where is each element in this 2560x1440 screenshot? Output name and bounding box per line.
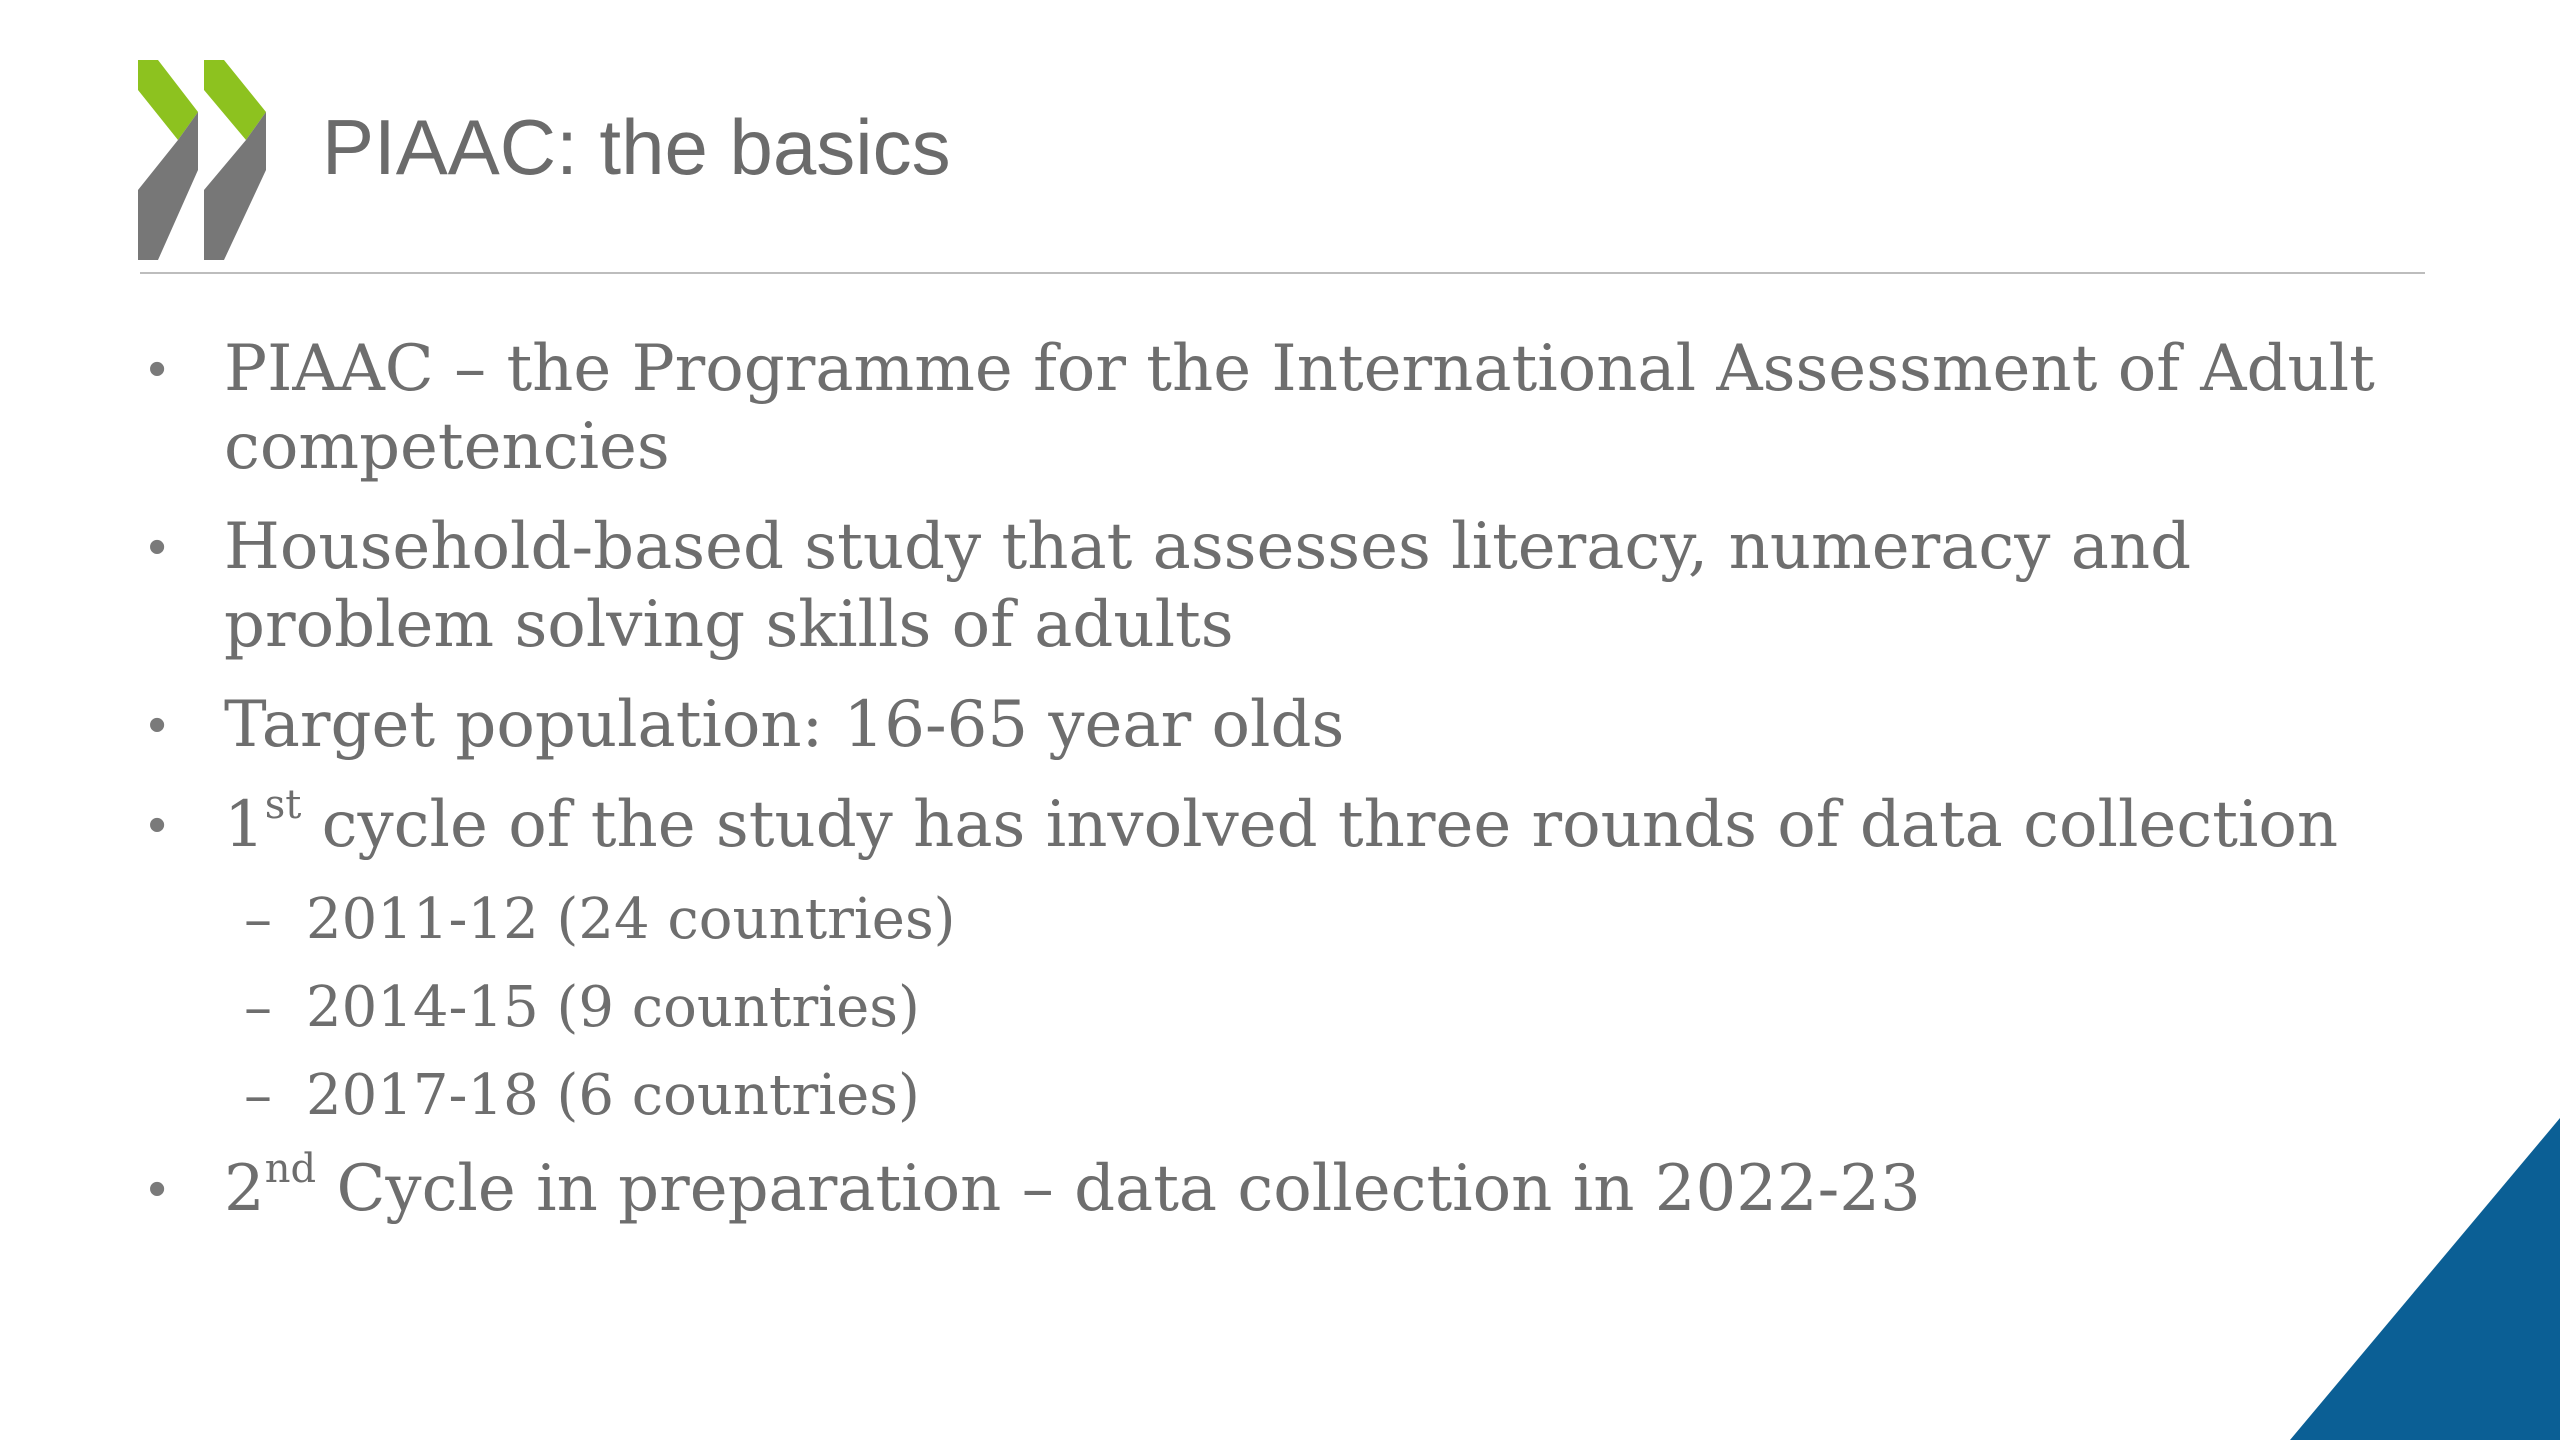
page-title: PIAAC: the basics [322, 103, 951, 191]
sub-list-item [140, 974, 2430, 1042]
list-item [140, 330, 2430, 486]
sub-list-item [140, 886, 2430, 954]
ordinal-number: 2 [224, 1152, 265, 1226]
list-item-text [224, 781, 2339, 862]
list-item [140, 686, 2430, 764]
sub-list-item-text: 2014-15 (9 countries) [306, 975, 920, 1040]
bullet-marker: • [148, 796, 167, 854]
blue-corner-triangle-icon [2290, 1118, 2560, 1440]
sub-list-item [140, 1062, 2430, 1130]
chevron-left-gray [138, 112, 198, 260]
oecd-chevrons-logo-icon [138, 60, 272, 260]
bullet-marker: • [148, 1160, 167, 1218]
list-item-text: Household-based study that assesses literacy, numeracy and problem solving skills of adults [224, 510, 2192, 662]
bullet-marker: • [148, 518, 167, 576]
dash-marker: – [244, 1063, 272, 1128]
sub-list-item-text: 2011-12 (24 countries) [306, 887, 956, 952]
ordinal-suffix: nd [264, 1145, 317, 1192]
list-item [140, 781, 2430, 864]
list-item [140, 508, 2430, 664]
dash-marker: – [244, 887, 272, 952]
ordinal-number: 1 [224, 788, 265, 862]
chevron-right-gray [204, 112, 266, 260]
title-divider [140, 272, 2425, 274]
list-item-text: PIAAC – the Programme for the International Assessment of Adult competencies [224, 332, 2375, 484]
list-item-text: Target population: 16-65 year olds [224, 688, 1345, 762]
bullet-list [140, 330, 2430, 1250]
sub-list-item-text: 2017-18 (6 countries) [306, 1063, 920, 1128]
ordinal-suffix: st [264, 781, 302, 828]
list-item-text [224, 1145, 1921, 1226]
list-item-rest: Cycle in preparation – data collection in 2022-23 [316, 1152, 1921, 1226]
dash-marker: – [244, 975, 272, 1040]
bullet-marker: • [148, 696, 167, 754]
list-item [140, 1145, 2430, 1228]
bullet-marker: • [148, 340, 167, 398]
list-item-rest: cycle of the study has involved three rounds of data collection [301, 788, 2339, 862]
